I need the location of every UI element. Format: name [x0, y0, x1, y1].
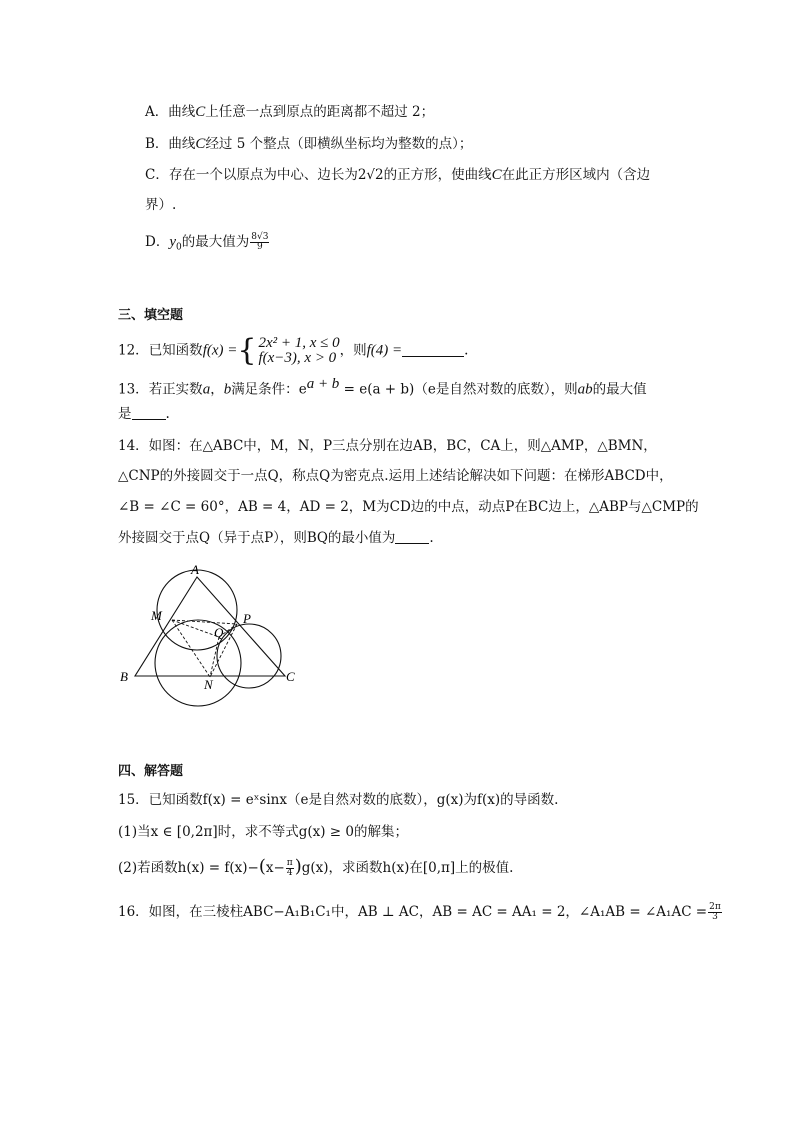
label-c: C	[286, 669, 295, 684]
label-q: Q	[214, 625, 224, 640]
circle-amp	[157, 570, 237, 650]
circle-cnp	[217, 624, 281, 688]
section-fill-in-title: 三、填空题	[118, 308, 184, 323]
choice-c: C．存在一个以原点为中心、边长为2√2的正方形，使曲线C在此正方形区域内（含边	[145, 167, 651, 183]
question-14-line1: 14．如图：在△ABC中，M，N，P三点分别在边AB，BC，CA上，则△AMP，△BMN，	[118, 438, 657, 454]
answer-blank-13[interactable]	[132, 404, 166, 420]
label-n: N	[204, 677, 213, 692]
label-m: M	[151, 608, 162, 623]
question-14-line3: ∠B = ∠C = 60°，AB = 4，AD = 2，M为CD边的中点，动点P在BC边上，△ABP与△CMP的	[118, 499, 699, 515]
question-15-part2: (2)若函数h(x) = f(x)−(x− $\frac{\pi}{4}$ )g(x)，求函数h(x)在[0,π]上的极值.	[118, 856, 514, 878]
label-b: B	[120, 669, 128, 684]
left-brace: {	[237, 333, 257, 368]
question-13-continued: 是 .	[118, 406, 170, 422]
miquel-point-figure	[115, 560, 305, 710]
circle-bmn	[155, 620, 241, 706]
section-solution-title: 四、解答题	[118, 764, 184, 779]
question-12: 12．已知函数f(x) ={ 2x² + 1, x ≤ 0 f(x−3), x > 0 ，则f(4) = .	[118, 333, 469, 368]
question-14-line4: 外接圆交于点Q（异于点P），则BQ的最小值为 .	[118, 530, 434, 546]
fraction-8sqrt3-9: $\frac{8√3}{9}$	[251, 232, 269, 252]
dashed-segments	[172, 620, 237, 677]
question-16-line1: 16．如图，在三棱柱ABC−A₁B₁C₁中，AB ⊥ AC，AB = AC = AA₁ = 2，∠A₁AB = ∠A₁AC = $\frac{2\pi}{3}$	[118, 902, 721, 922]
question-13: 13．若正实数a，b满足条件：$e^{a + b} = e(a + b)(e$是自然对数的底数），则ab的最大值	[118, 376, 647, 398]
choice-d: D．$y_0$的最大值为 $\frac{8√3}{9}$	[145, 232, 269, 253]
question-15-part1: (1)当x ∈ [0,2π]时，求不等式g(x) ≥ 0的解集；	[118, 824, 408, 840]
choice-b: B．曲线C经过 5 个整点（即横纵坐标均为整数的点）；	[145, 136, 473, 152]
question-14-line2: △CNP的外接圆交于一点Q，称点Q为密克点.运用上述结论解决如下问题：在梯形ABCD中，	[118, 468, 673, 484]
choice-a: A．曲线C上任意一点到原点的距离都不超过 2；	[145, 104, 435, 120]
choice-c-continued: 界）.	[145, 197, 177, 213]
label-p: P	[243, 611, 251, 626]
answer-blank-12[interactable]	[402, 341, 464, 357]
question-15-line1: 15．已知函数f(x) = eˣsinx（e是自然对数的底数），g(x)为f(x)的导函数.	[118, 792, 559, 808]
label-a: A	[191, 562, 199, 577]
answer-blank-14[interactable]	[395, 528, 429, 544]
